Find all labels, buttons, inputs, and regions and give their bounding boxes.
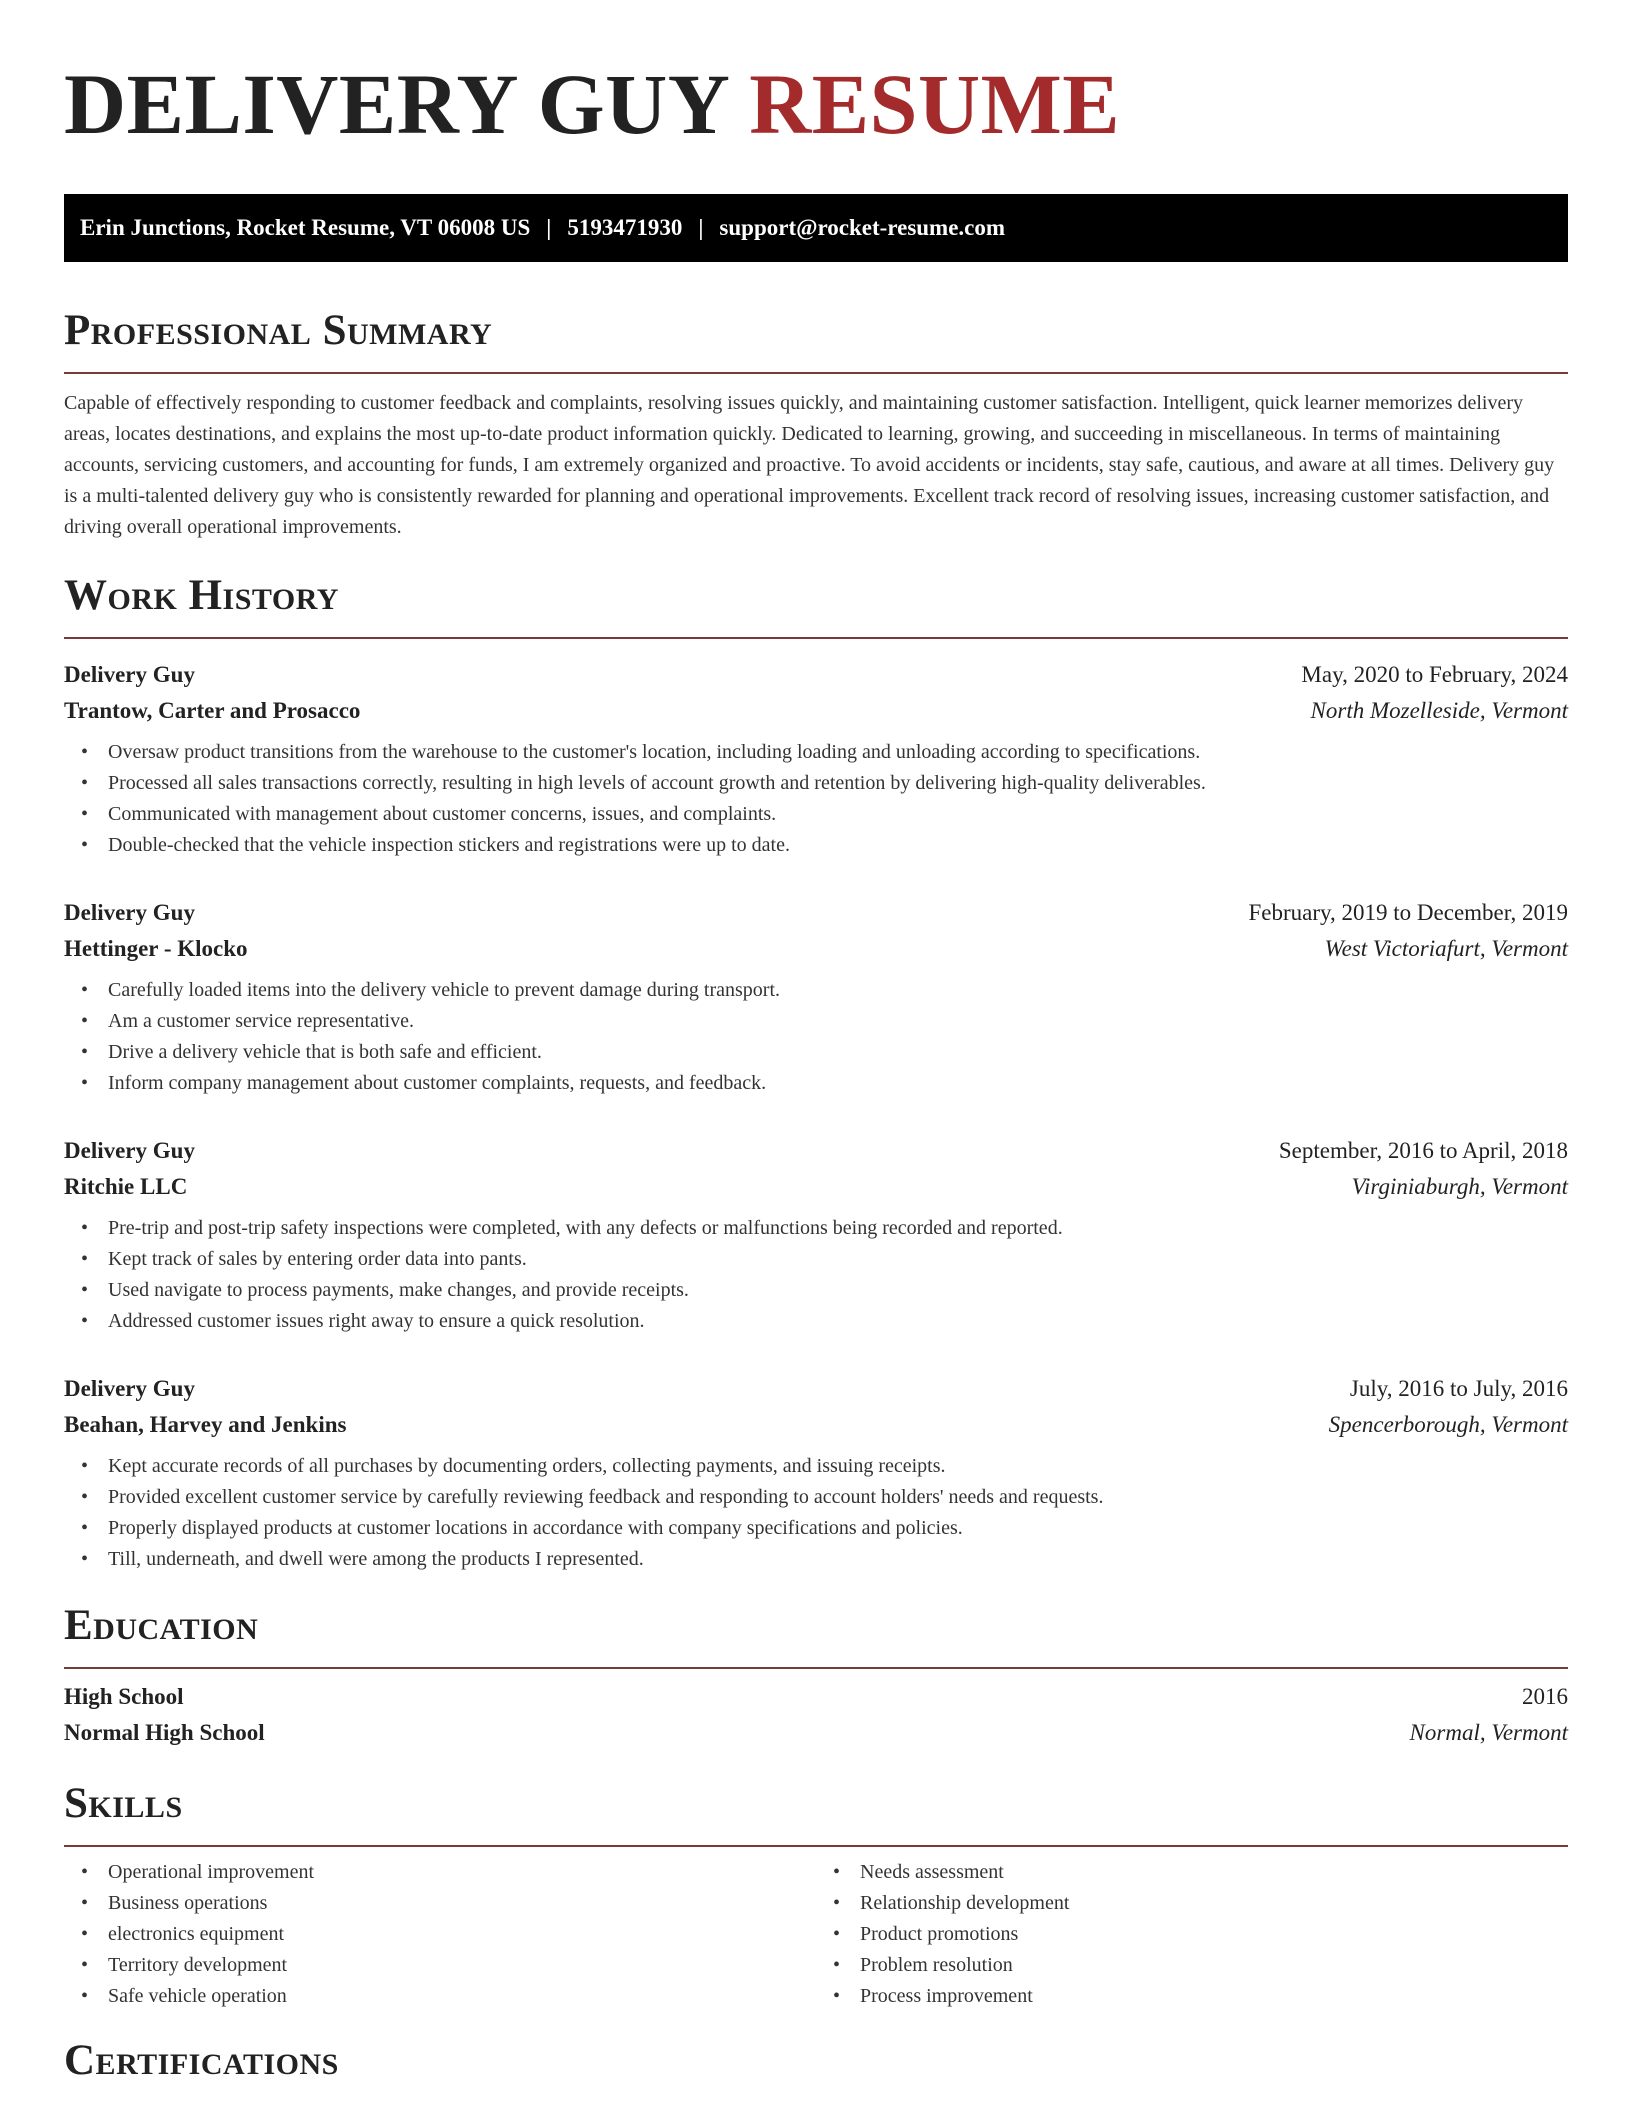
bullet-text: Provided excellent customer service by carefully reviewing feedback and responding to account holders' needs and requests. [108, 1486, 1104, 1508]
job-dates: May, 2020 to February, 2024 [1301, 662, 1568, 687]
list-item [64, 830, 1568, 861]
bullet-icon: • [81, 1217, 89, 1239]
resume-title-accent: RESUME [749, 56, 1121, 152]
job-entry [64, 895, 1568, 1099]
bullet-icon: • [81, 1548, 89, 1570]
job-title: Delivery Guy [64, 1376, 195, 1401]
bullet-text: Drive a delivery vehicle that is both safe and efficient. [108, 1041, 542, 1063]
job-entry [64, 657, 1568, 861]
list-item [64, 1544, 1568, 1575]
resume-title-main: DELIVERY GUY [64, 56, 728, 152]
education-degree: High School [64, 1684, 184, 1709]
contact-bar [64, 194, 1568, 262]
summary-section [64, 306, 1568, 543]
bullet-text: Till, underneath, and dwell were among the products I represented. [108, 1548, 644, 1570]
job-bullets [64, 737, 1568, 861]
job-dates: February, 2019 to December, 2019 [1248, 900, 1568, 925]
bullet-icon: • [81, 1010, 89, 1032]
job-company: Ritchie LLC [64, 1174, 188, 1199]
job-location: Spencerborough, Vermont [1328, 1412, 1568, 1437]
job-header-row [64, 657, 1568, 693]
contact-separator: | [546, 215, 552, 240]
bullet-icon: • [81, 772, 89, 794]
job-company-row [64, 931, 1568, 967]
job-header-row [64, 1371, 1568, 1407]
list-item [64, 1482, 1568, 1513]
skill-text: Business operations [108, 1892, 268, 1914]
list-item [64, 975, 1568, 1006]
list-item [64, 1244, 1568, 1275]
work-history-section [64, 571, 1568, 1575]
bullet-icon: • [833, 1985, 841, 2007]
list-item [64, 1037, 1568, 1068]
bullet-text: Am a customer service representative. [108, 1010, 414, 1032]
bullet-icon: • [81, 1892, 89, 1914]
job-dates: July, 2016 to July, 2016 [1349, 1376, 1568, 1401]
bullet-icon: • [833, 1923, 841, 1945]
section-divider [64, 637, 1568, 639]
section-divider [64, 1667, 1568, 1669]
bullet-icon: • [81, 1072, 89, 1094]
bullet-icon: • [81, 1923, 89, 1945]
bullet-icon: • [81, 1486, 89, 1508]
list-item [816, 1981, 1568, 2012]
education-year: 2016 [1522, 1684, 1568, 1709]
bullet-icon: • [81, 1248, 89, 1270]
bullet-icon: • [81, 1517, 89, 1539]
bullet-icon: • [81, 741, 89, 763]
list-item [64, 1513, 1568, 1544]
list-item [816, 1950, 1568, 1981]
section-divider [64, 372, 1568, 374]
job-company: Trantow, Carter and Prosacco [64, 698, 361, 723]
certifications-section [64, 2036, 1568, 2086]
skills-column-left [64, 1857, 816, 2012]
skills-grid [64, 1857, 1568, 2012]
job-title: Delivery Guy [64, 900, 195, 925]
section-heading-summary: Professional Summary [64, 307, 493, 354]
bullet-text: Pre-trip and post-trip safety inspections were completed, with any defects or malfunctions being recorded and reported. [108, 1217, 1063, 1239]
bullet-text: Kept track of sales by entering order data into pants. [108, 1248, 527, 1270]
skill-text: electronics equipment [108, 1923, 285, 1945]
contact-phone[interactable]: 5193471930 [567, 215, 683, 240]
bullet-text: Communicated with management about customer concerns, issues, and complaints. [108, 803, 777, 825]
job-bullets [64, 1451, 1568, 1575]
bullet-text: Used navigate to process payments, make changes, and provide receipts. [108, 1279, 689, 1301]
job-title: Delivery Guy [64, 1138, 195, 1163]
job-entry [64, 1371, 1568, 1575]
job-header-row [64, 895, 1568, 931]
list-item [64, 1981, 816, 2012]
skill-text: Safe vehicle operation [108, 1985, 287, 2007]
bullet-text: Kept accurate records of all purchases by documenting orders, collecting payments, and issuing receipts. [108, 1455, 946, 1477]
summary-text: Capable of effectively responding to customer feedback and complaints, resolving issues quickly, and maintaining customer satisfaction. Intelligent, quick learner memorizes delivery areas, locates destinations, and explains the most up-to-date product information quickly. Dedicated to learning, growing, and succeeding in miscellaneous. In terms of maintaining accounts, servicing customers, and accounting for funds, I am extremely organized and proactive. To avoid accidents or incidents, stay safe, cautious, and aware at all times. Delivery guy is a multi-talented delivery guy who is consistently rewarded for planning and operational improvements. Excellent track record of resolving issues, increasing customer satisfaction, and driving overall operational improvements. [64, 392, 1555, 538]
contact-address: Erin Junctions, Rocket Resume, VT 06008 US [80, 215, 531, 240]
list-item [64, 799, 1568, 830]
bullet-icon: • [81, 1954, 89, 1976]
list-item [64, 1857, 816, 1888]
list-item [64, 1275, 1568, 1306]
job-company: Beahan, Harvey and Jenkins [64, 1412, 347, 1437]
bullet-text: Oversaw product transitions from the warehouse to the customer's location, including loading and unloading according to specifications. [108, 741, 1201, 763]
bullet-icon: • [833, 1861, 841, 1883]
job-title: Delivery Guy [64, 662, 195, 687]
education-entry [64, 1679, 1568, 1751]
section-divider [64, 1845, 1568, 1847]
bullet-text: Carefully loaded items into the delivery vehicle to prevent damage during transport. [108, 979, 781, 1001]
contact-email[interactable]: support@rocket-resume.com [719, 215, 1006, 240]
job-company-row [64, 1169, 1568, 1205]
skill-text: Product promotions [860, 1923, 1019, 1945]
job-company-row [64, 693, 1568, 729]
list-item [64, 1068, 1568, 1099]
skill-text: Operational improvement [108, 1861, 315, 1883]
bullet-icon: • [81, 1041, 89, 1063]
skill-text: Needs assessment [860, 1861, 1004, 1883]
section-heading-skills: Skills [64, 1780, 183, 1827]
list-item [816, 1888, 1568, 1919]
bullet-icon: • [81, 1861, 89, 1883]
section-heading-education: Education [64, 1602, 259, 1649]
bullet-text: Processed all sales transactions correctly, resulting in high levels of account growth and retention by delivering high-quality deliverables. [108, 772, 1206, 794]
education-location: Normal, Vermont [1409, 1720, 1568, 1745]
job-location: West Victoriafurt, Vermont [1324, 936, 1568, 961]
job-bullets [64, 975, 1568, 1099]
education-section [64, 1601, 1568, 1751]
skill-text: Territory development [108, 1954, 288, 1976]
section-heading-work-history: Work History [64, 572, 339, 619]
bullet-text: Double-checked that the vehicle inspection stickers and registrations were up to date. [108, 834, 790, 856]
list-item [64, 1919, 816, 1950]
education-school: Normal High School [64, 1720, 265, 1745]
job-header-row [64, 1133, 1568, 1169]
bullet-icon: • [833, 1954, 841, 1976]
job-dates: September, 2016 to April, 2018 [1278, 1138, 1568, 1163]
bullet-icon: • [81, 1279, 89, 1301]
skill-text: Process improvement [860, 1985, 1033, 2007]
bullet-icon: • [833, 1892, 841, 1914]
bullet-icon: • [81, 1310, 89, 1332]
skills-section [64, 1779, 1568, 2012]
bullet-icon: • [81, 1455, 89, 1477]
job-company: Hettinger - Klocko [64, 936, 248, 961]
bullet-icon: • [81, 803, 89, 825]
job-company-row [64, 1407, 1568, 1443]
bullet-text: Inform company management about customer complaints, requests, and feedback. [108, 1072, 767, 1094]
bullet-text: Addressed customer issues right away to ensure a quick resolution. [108, 1310, 645, 1332]
job-location: North Mozelleside, Vermont [1310, 698, 1568, 723]
section-heading-certifications: Certifications [64, 2037, 339, 2084]
education-header-row [64, 1679, 1568, 1715]
list-item [64, 737, 1568, 768]
skill-text: Relationship development [860, 1892, 1070, 1914]
bullet-icon: • [81, 1985, 89, 2007]
job-location: Virginiaburgh, Vermont [1351, 1174, 1568, 1199]
bullet-text: Properly displayed products at customer locations in accordance with company specifications and policies. [108, 1517, 963, 1539]
skills-column-right [816, 1857, 1568, 2012]
resume-title [64, 58, 1568, 150]
list-item [64, 1213, 1568, 1244]
list-item [64, 1950, 816, 1981]
list-item [64, 1006, 1568, 1037]
list-item [64, 1888, 816, 1919]
job-entry [64, 1133, 1568, 1337]
list-item [64, 1451, 1568, 1482]
list-item [816, 1857, 1568, 1888]
skill-text: Problem resolution [860, 1954, 1013, 1976]
bullet-icon: • [81, 834, 89, 856]
list-item [816, 1919, 1568, 1950]
contact-separator: | [698, 215, 704, 240]
job-bullets [64, 1213, 1568, 1337]
education-school-row [64, 1715, 1568, 1751]
bullet-icon: • [81, 979, 89, 1001]
list-item [64, 1306, 1568, 1337]
list-item [64, 768, 1568, 799]
